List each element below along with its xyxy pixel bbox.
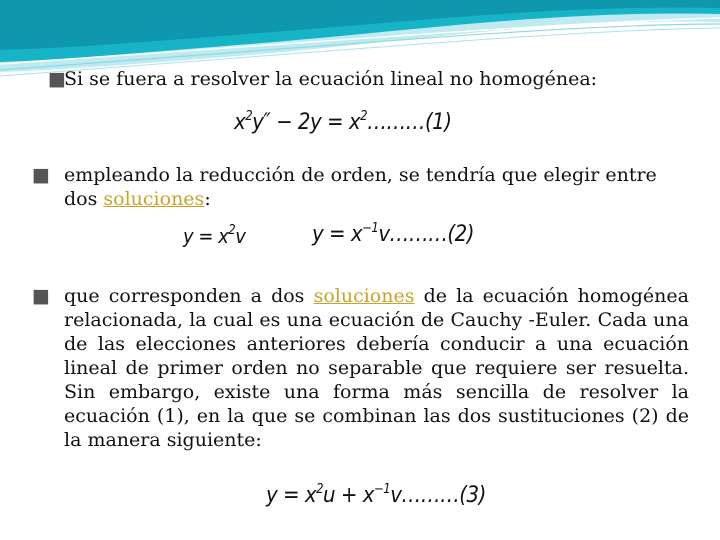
paragraph-intro: [48, 67, 673, 91]
bullet-icon: ■: [32, 164, 50, 186]
bullet-icon: ■: [48, 68, 66, 90]
reduction-text: empleando la reducción de orden, se tendría que elegir entre dos: [64, 164, 657, 210]
cauchy-text-b: de la ecuación homogénea relacionada, la cual es una ecuación de Cauchy -Euler. Cada una de las elecciones anteriores debería conducir a una ecuación lineal de primer orden no separable que requiere ser resuelta. Sin embargo, existe una forma más sencilla de resolver la ecuación (1), en la que se combinan las dos sustituciones (2) de la manera siguiente:: [64, 285, 689, 451]
cauchy-text-a: que corresponden a dos: [64, 285, 314, 307]
paragraph-cauchy-euler: [32, 284, 689, 452]
link-soluciones-1[interactable]: soluciones: [103, 188, 205, 210]
paragraph-reduction: ■ empleando la reducción de orden, se tendría que elegir entre dos soluciones:: [32, 164, 657, 210]
equation-2: $y = x^{-1}v\dots\dots\dots(2)$: [312, 221, 474, 247]
equation-3: $y = x^2u$ + $x^{-1}v\dots\dots\dots(3)$: [266, 482, 486, 508]
intro-text: Si se fuera a resolver la ecuación lineal no homogénea:: [64, 68, 598, 90]
equation-1: $x^2y'' - 2y$ = $x^2\dots\dots\dots(1)$: [228, 110, 458, 135]
link-soluciones-2[interactable]: soluciones: [313, 285, 415, 307]
bullet-icon: ■: [32, 285, 50, 307]
equation-2a: $y = x^2v$: [183, 223, 246, 248]
